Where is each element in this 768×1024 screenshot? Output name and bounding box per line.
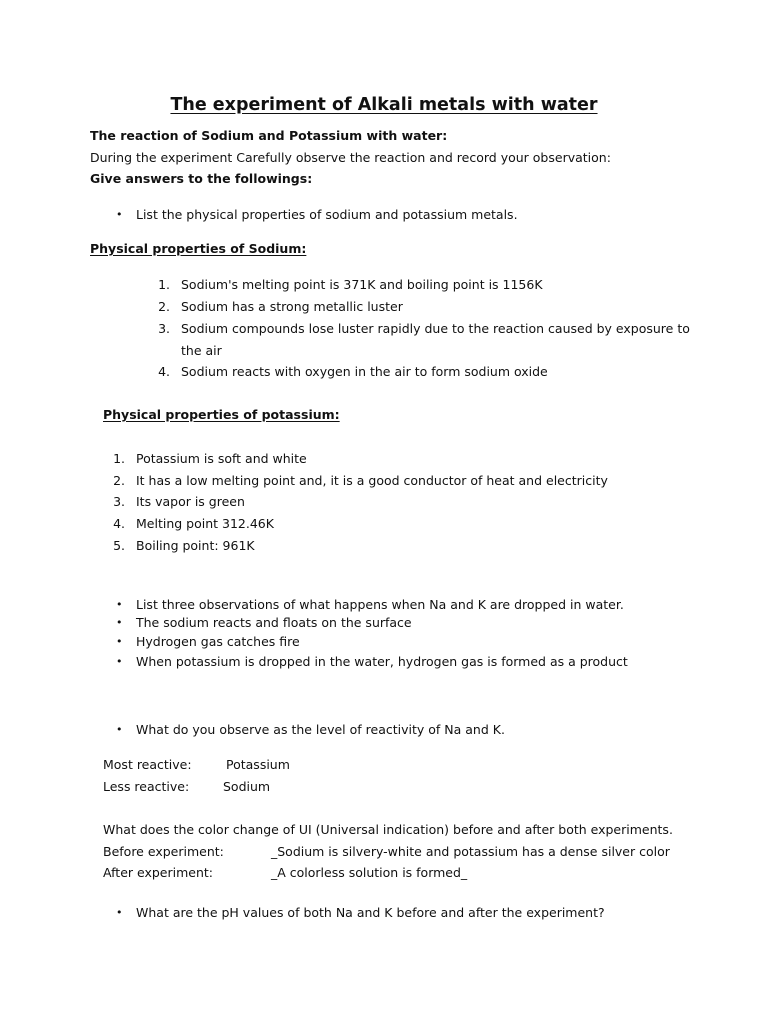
list-number: 1. xyxy=(113,451,125,466)
sodium-item: Sodium compounds lose luster rapidly due to the reaction caused by exposure to xyxy=(181,321,690,336)
list-number: 3. xyxy=(113,494,125,509)
after-experiment-value: _A colorless solution is formed_ xyxy=(271,865,468,880)
question-reactivity: • What do you observe as the level of reactivity of Na and K. xyxy=(136,722,505,737)
list-number: 2. xyxy=(158,299,170,314)
less-reactive-label: Less reactive: xyxy=(103,779,190,794)
list-number: 5. xyxy=(113,538,125,553)
question-physical-properties: • List the physical properties of sodium and potassium metals. xyxy=(136,207,518,222)
before-experiment-value: _Sodium is silvery-white and potassium has a dense silver color xyxy=(271,844,670,859)
sodium-heading: Physical properties of Sodium: xyxy=(90,241,307,256)
observation-item: • Hydrogen gas catches fire xyxy=(136,634,300,649)
most-reactive-value: Potassium xyxy=(226,757,290,772)
most-reactive-label: Most reactive: xyxy=(103,757,192,772)
before-experiment-label: Before experiment: xyxy=(103,844,224,859)
after-experiment-label: After experiment: xyxy=(103,865,213,880)
give-answers-heading: Give answers to the followings: xyxy=(90,171,313,186)
sodium-item: Sodium reacts with oxygen in the air to form sodium oxide xyxy=(181,364,548,379)
page-title: The experiment of Alkali metals with water xyxy=(170,95,598,115)
observation-item: • The sodium reacts and floats on the surface xyxy=(136,615,412,630)
potassium-item: Boiling point: 961K xyxy=(136,538,255,553)
less-reactive-value: Sodium xyxy=(223,779,271,794)
sodium-item-continuation: the air xyxy=(181,343,222,358)
list-number: 2. xyxy=(113,473,125,488)
section-subtitle: The reaction of Sodium and Potassium with water: xyxy=(90,128,448,143)
list-number: 4. xyxy=(113,516,125,531)
observation-item: • When potassium is dropped in the water, hydrogen gas is formed as a product xyxy=(136,654,628,669)
question-ph-values: • What are the pH values of both Na and K before and after the experiment? xyxy=(136,905,605,920)
list-number: 4. xyxy=(158,364,170,379)
sodium-item: Sodium has a strong metallic luster xyxy=(181,299,403,314)
potassium-item: Its vapor is green xyxy=(136,494,245,509)
potassium-item: Melting point 312.46K xyxy=(136,516,274,531)
question-observations: • List three observations of what happens when Na and K are dropped in water. xyxy=(136,597,624,612)
potassium-item: It has a low melting point and, it is a good conductor of heat and electricity xyxy=(136,473,608,488)
list-number: 3. xyxy=(158,321,170,336)
sodium-item: Sodium's melting point is 371K and boiling point is 1156K xyxy=(181,277,543,292)
potassium-item: Potassium is soft and white xyxy=(136,451,307,466)
question-color-change: What does the color change of UI (Universal indication) before and after both experiments. xyxy=(103,822,673,837)
list-number: 1. xyxy=(158,277,170,292)
intro-text: During the experiment Carefully observe the reaction and record your observation: xyxy=(90,150,611,165)
potassium-heading: Physical properties of potassium: xyxy=(103,407,340,422)
